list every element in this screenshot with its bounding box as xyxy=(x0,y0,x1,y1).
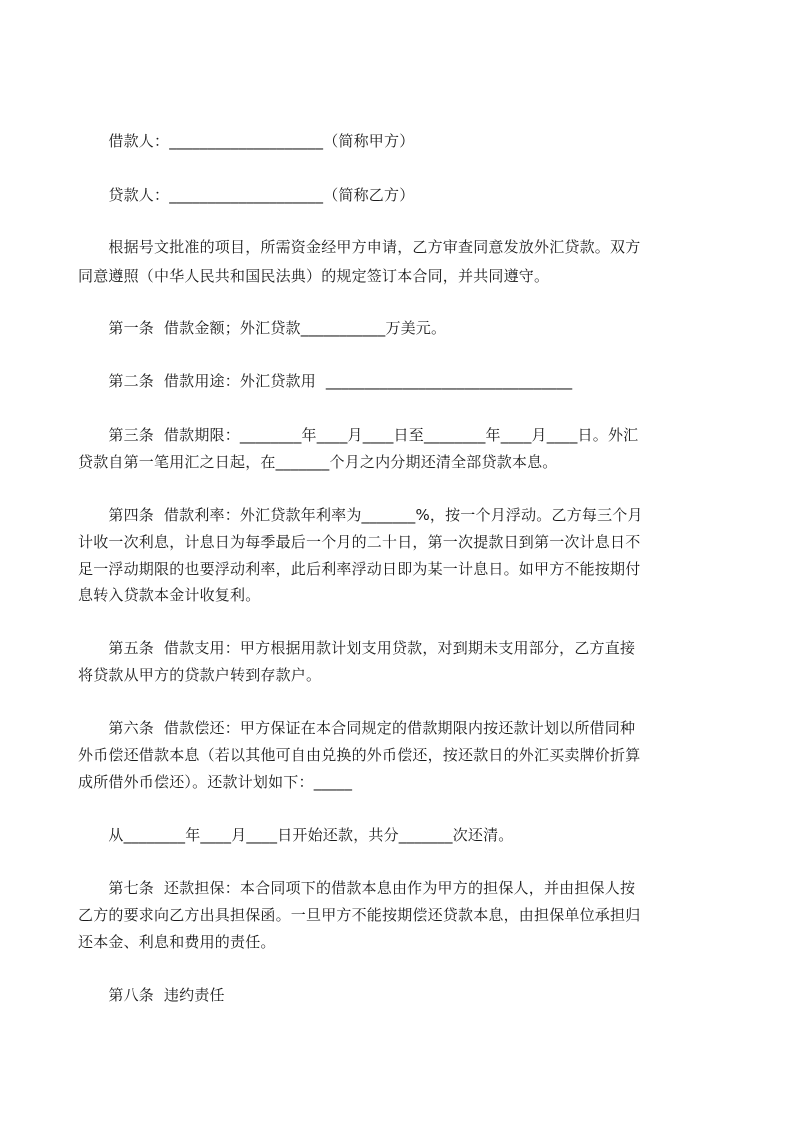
lender-line: 贷款人：____________________（简称乙方） xyxy=(78,186,415,204)
article-6-line-2: 外币偿还借款本息（若以其他可自由兑换的外币偿还，按还款日的外汇买卖牌价折算 xyxy=(78,746,641,764)
article-6-line-3: 成所借外币偿还）。还款计划如下：_____ xyxy=(78,773,353,791)
article-4-line-2: 计收一次利息，计息日为每季最后一个月的二十日，第一次提款日到第一次计息日不 xyxy=(78,533,641,551)
preamble-line-1: 根据号文批准的项目，所需资金经甲方申请，乙方审查同意发放外汇贷款。双方 xyxy=(78,238,641,256)
article-3-line-2: 贷款自第一笔用汇之日起，在_______个月之内分期还清全部贷款本息。 xyxy=(78,453,558,471)
article-7-line-2: 乙方的要求向乙方出具担保函。一旦甲方不能按期偿还贷款本息，由担保单位承担归 xyxy=(78,906,641,924)
article-6-line-1: 第六条 借款偿还：甲方保证在本合同规定的借款期限内按还款计划以所借同种 xyxy=(78,719,636,737)
article-4-line-3: 足一浮动期限的也要浮动利率，此后利率浮动日即为某一计息日。如甲方不能按期付 xyxy=(78,560,641,578)
preamble-line-2: 同意遵照（中华人民共和国民法典）的规定签订本合同，并共同遵守。 xyxy=(78,267,550,285)
article-4-line-4: 息转入贷款本金计收复利。 xyxy=(78,586,261,604)
article-8-heading: 第八条 违约责任 xyxy=(78,986,225,1004)
article-3-line-1: 第三条 借款期限：________年____月____日至________年____月____日。外汇 xyxy=(78,426,639,444)
article-7-line-1: 第七条 还款担保：本合同项下的借款本息由作为甲方的担保人，并由担保人按 xyxy=(78,879,636,897)
borrower-line: 借款人：____________________（简称甲方） xyxy=(78,132,415,150)
article-4-line-1: 第四条 借款利率：外汇贷款年利率为_______%，按一个月浮动。乙方每三个月 xyxy=(78,506,643,524)
article-5-line-2: 将贷款从甲方的贷款户转到存款户。 xyxy=(78,666,322,684)
repayment-schedule-line: 从________年____月____日开始还款，共分_______次还清。 xyxy=(78,826,514,844)
article-2-line: 第二条 借款用途：外汇贷款用 ________________________________ xyxy=(78,372,573,390)
article-7-line-3: 还本金、利息和费用的责任。 xyxy=(78,933,276,951)
article-1-line: 第一条 借款金额；外汇贷款___________万美元。 xyxy=(78,319,447,337)
article-5-line-1: 第五条 借款支用：甲方根据用款计划支用贷款，对到期未支用部分，乙方直接 xyxy=(78,639,636,657)
